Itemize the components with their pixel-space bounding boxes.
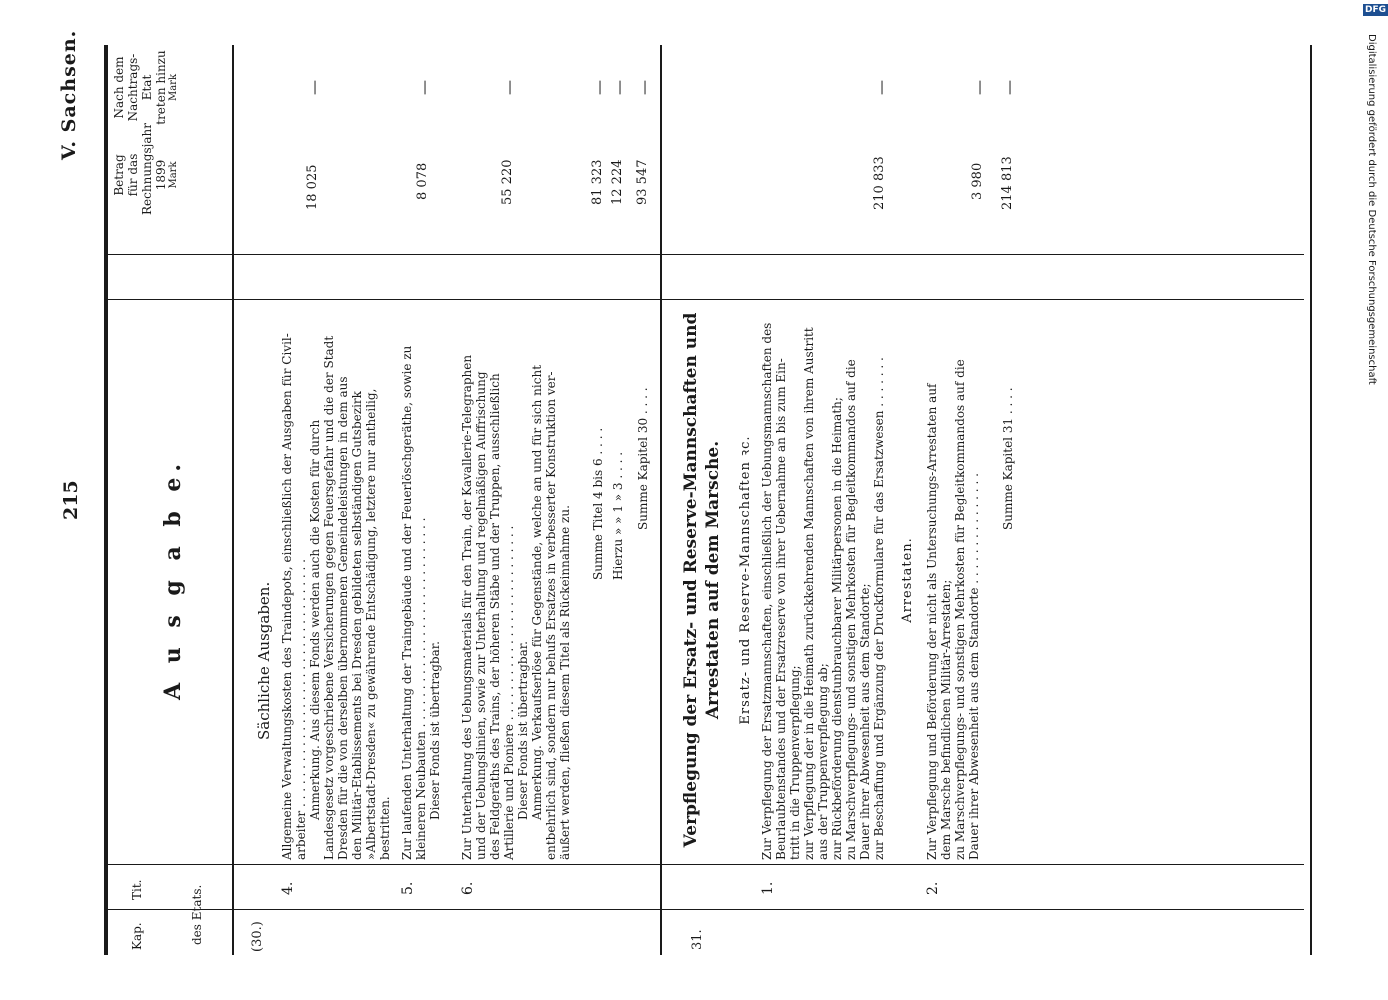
header-bottom-rule xyxy=(232,45,234,955)
summe-kapitel-31-betrag: 214 813 xyxy=(1000,156,1015,210)
summe-kapitel-31-nachtrag: — xyxy=(1000,80,1018,95)
titel-1-nachtrag: — xyxy=(872,80,890,95)
summe-kapitel-30-betrag: 93 547 xyxy=(635,159,650,205)
hierzu-betrag: 12 224 xyxy=(610,159,625,205)
subheading-arrestaten: Arrestaten. xyxy=(900,537,915,623)
titel-6: 6. xyxy=(460,881,476,895)
titel-2-betrag: 3 980 xyxy=(970,162,985,200)
titel-2-text: Zur Verpflegung und Beförderung der nicht als Untersuchungs-Arrestaten auf dem Marsche befindlichen Militär-Arrestaten; zu Marschverpflegungs- und sonstigen Mehrkosten für Begleitkommandos auf die Dauer ihrer Abwesenheit aus dem Standorte . . . . . . . . . . . . . . . xyxy=(925,359,981,860)
titel-4-text: Allgemeine Verwaltungskosten des Traindepots, einschließlich der Ausgaben für Civil- arbeiter . . . . . . . . . . . . . . . . . . . . . . . . . . . . . . . . . Anmerkung. Aus diesem Fonds werden auch die Kosten für durch Landesgesetz vorgeschriebene Versicherungen gegen Feuersgefahr und die der Stadt Dresden für die von derselben übernommenen Gemeindeleistungen in dem aus den Militär-Etablissements bei Dresden gebildeten selbständigen Gutsbezirk »Albertstadt-Dresden« zu gewährende Entschädigung, letztere nur antheilig, bestritten. xyxy=(280,333,392,860)
table-bottom-rule xyxy=(1310,45,1312,955)
titel-6-text: Zur Unterhaltung des Uebungsmaterials für den Train, der Kavallerie-Telegraphen und der Uebungslinien, sowie zur Unterhaltung und regelmäßigen Auffrischung des Feldgeräths des Trains, der höheren Stäbe und der Truppen, ausschließlich Artillerie und Pioniere . . . . . . . . . . . . . . . . . . . . . . . . . . Dieser Fonds ist übertragbar. Anmerkung. Verkaufserlöse für Gegenstände, welche an und für sich nicht entbehrlich sind, sondern nur behufs Ersatzes in verbesserter Konstruktion ver- äußert werden, fließen diesem Titel als Rückeinnahme zu. xyxy=(460,354,572,860)
hierzu-nachtrag: — xyxy=(610,80,628,95)
titel-2: 2. xyxy=(925,881,941,895)
titel-5: 5. xyxy=(400,881,416,895)
col-header-ausgabe: A u s g a b e. xyxy=(160,457,186,700)
summe-kapitel-30: Summe Kapitel 30 . . . . xyxy=(636,387,650,530)
col-divider-kap xyxy=(104,909,1304,910)
section-divider xyxy=(660,45,662,955)
dfg-logo: DFG xyxy=(1365,5,1387,15)
titel-5-text: Zur laufenden Unterhaltung der Traingebäude und der Feuerlöschgeräthe, sowie zu kleineren Neubauten . . . . . . . . . . . . . . . . . . . . . . . . . . . . Dieser Fonds ist übertragbar. xyxy=(400,345,442,860)
titel-5-nachtrag: — xyxy=(415,80,433,95)
titel-1-betrag: 210 833 xyxy=(872,156,887,210)
col-divider-nachtrag xyxy=(104,254,1304,255)
titel-4-betrag: 18 025 xyxy=(305,164,320,210)
titel-1: 1. xyxy=(760,881,776,895)
kap-31: 31. xyxy=(690,929,705,950)
table-top-rule xyxy=(104,45,108,955)
titel-4: 4. xyxy=(280,881,296,895)
summe-titel-4-6-betrag: 81 323 xyxy=(590,159,605,205)
titel-6-nachtrag: — xyxy=(500,80,518,95)
page-number: 215 xyxy=(60,480,82,520)
titel-1-text: Zur Verpflegung der Ersatzmannschaften, einschließlich der Uebungsmannschaften des Beurlaubtenstandes und der Ersatzreserve von ihrer Uebernahme an bis zum Ein- tritt in die Truppenverpflegung; zur Verpflegung der in die Heimath zurückkehrenden Mannschaften von ihrem Austritt aus der Truppenverpflegung ab; zur Rückbeförderung dienstunbrauchbarer Militärpersonen in die Heimath; zu Marschverpflegungs- und sonstigen Mehrkosten für Begleitkommandos auf die Dauer ihrer Abwesenheit aus dem Standorte; zur Beschaffung und Ergänzung der Druckformulare für das Ersatzwesen . . . . . . . xyxy=(760,322,886,860)
digitization-credit xyxy=(1363,4,1387,999)
titel-2-nachtrag: — xyxy=(970,80,988,95)
state-heading: V. Sachsen. xyxy=(58,29,80,160)
col-header-nachtrag: Nach dem Nachtrags-Etat treten hinzu Mark xyxy=(112,50,179,125)
col-header-kap: Kap. xyxy=(130,922,144,950)
col-header-tit: Tit. xyxy=(130,879,144,900)
summe-titel-4-6: Summe Titel 4 bis 6 . . . . xyxy=(591,427,605,580)
kap-30: (30.) xyxy=(250,921,265,952)
subheading-ersatz: Ersatz- und Reserve-Mannschaften ꝛc. xyxy=(738,435,753,725)
digitization-text: Digitalisierung gefördert durch die Deutsche Forschungsgemeinschaft xyxy=(1366,34,1377,385)
subheading-saechliche: Sächliche Ausgaben. xyxy=(255,581,273,740)
col-header-betrag: Betrag für das Rechnungsjahr 1899 Mark xyxy=(112,123,179,215)
summe-titel-4-6-nachtrag: — xyxy=(590,80,608,95)
summe-kapitel-30-nachtrag: — xyxy=(635,80,653,95)
titel-5-betrag: 8 078 xyxy=(415,162,430,200)
hierzu-titel-1-3: Hierzu » » 1 » 3 . . . . xyxy=(611,451,625,580)
titel-4-nachtrag: — xyxy=(305,80,323,95)
col-header-des-etats: des Etats. xyxy=(190,884,204,945)
titel-6-betrag: 55 220 xyxy=(500,159,515,205)
kapitel-31-title: Verpflegung der Ersatz- und Reserve-Mannschaften und Arrestaten auf dem Marsche. xyxy=(681,312,723,848)
col-divider-tit xyxy=(104,864,1304,865)
summe-kapitel-31: Summe Kapitel 31 . . . . xyxy=(1001,387,1015,530)
